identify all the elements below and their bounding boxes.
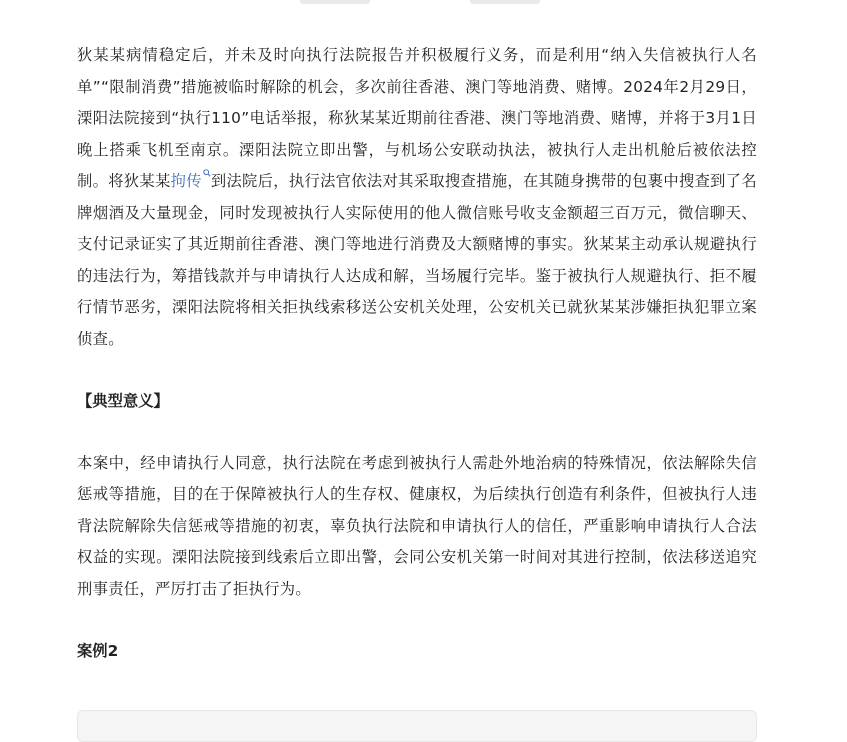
top-tab-edge [470,0,540,4]
top-strip [0,0,847,4]
article-body [77,40,757,668]
keyword-link-jvchuan[interactable] [171,172,211,190]
section-heading-case2: 案例2 [77,642,119,660]
section-heading-significance: 【典型意义】 [77,392,169,410]
paragraph-text: 本案中，经申请执行人同意，执行法院在考虑到被执行人需赴外地治病的特殊情况，依法解除失信惩戒等措施，目的在于保障被执行人的生存权、健康权，为后续执行创造有利条件，但被执行人违背法院解除失信惩戒等措施的初衷，辜负执行法院和申请执行人的信任，严重影响申请执行人合法权益的实现。溧阳法院接到线索后立即出警，会同公安机关第一时间对其进行控制，依法移送追究刑事责任，严厉打击了拒执行为。 [77,453,757,598]
content-box [77,710,757,742]
top-tab-edge [300,0,370,4]
paragraph-text: 到法院后，执行法官依法对其采取搜查措施，在其随身携带的包裹中搜查到了名牌烟酒及大量现金，同时发现被执行人实际使用的他人微信账号收支金额超三百万元，微信聊天、支付记录证实了其近期前往香港、澳门等地进行消费及大额赌博的事实。狄某某主动承认规避执行的违法行为，筹措钱款并与申请执行人达成和解，当场履行完毕。鉴于被执行人规避执行、拒不履行情节恶劣，溧阳法院将相关拒执线索移送公安机关处理，公安机关已就狄某某涉嫌拒执犯罪立案侦查。 [77,172,757,348]
search-icon[interactable] [203,169,211,177]
paragraph-case-details [77,40,757,355]
keyword-link-label[interactable]: 拘传 [170,172,202,190]
paragraph-text: 狄某某病情稳定后，并未及时向执行法院报告并积极履行义务，而是利用“纳入失信被执行人名单”“限制消费”措施被临时解除的机会，多次前往香港、澳门等地消费、赌博。2024年2月29日，溧阳法院接到“执行110”电话举报，称狄某某近期前往香港、澳门等地消费、赌博，并将于3月1日晚上搭乘飞机至南京。溧阳法院立即出警，与机场公安联动执法，被执行人走出机舱后被依法控制。将狄某某 [77,46,757,190]
paragraph-significance [77,448,757,606]
